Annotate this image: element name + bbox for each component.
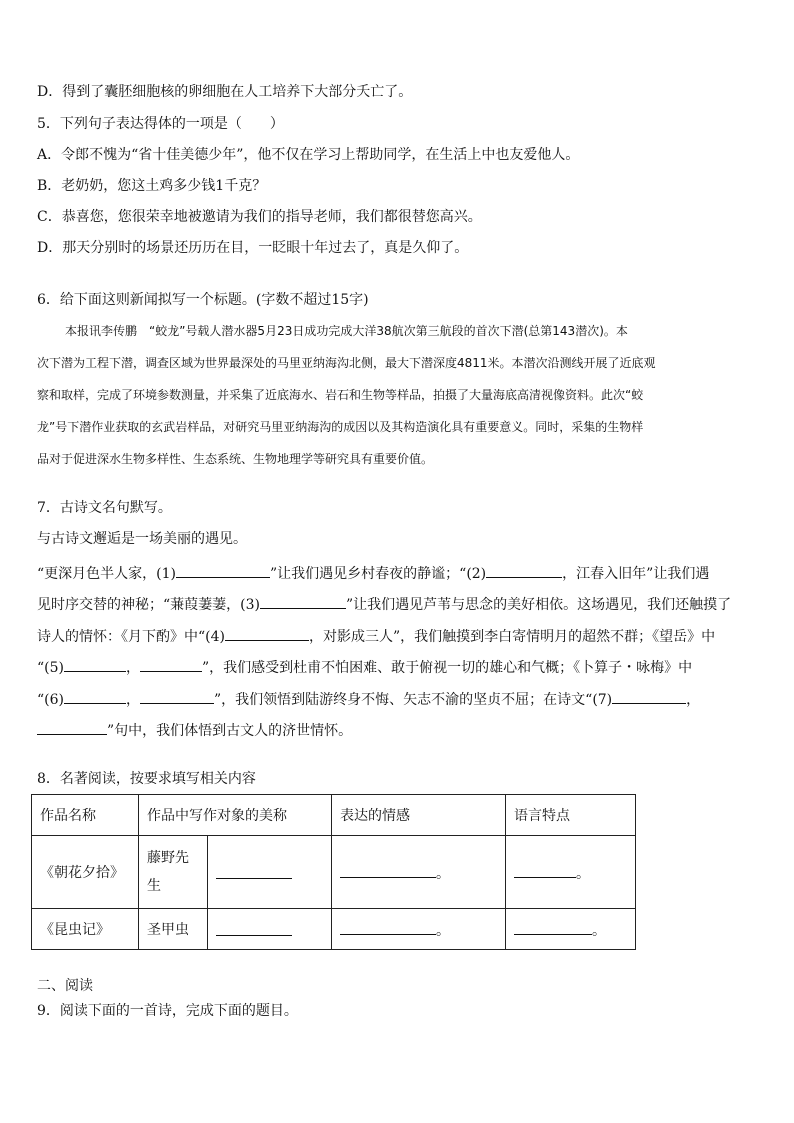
section-2-heading: 二、阅读 [37,978,93,994]
answer-blank-1[interactable] [176,561,270,578]
answer-blank-2[interactable] [486,561,562,578]
answer-blank-5a[interactable] [64,655,126,672]
answer-blank[interactable] [514,918,592,935]
q7-line-6: ”句中，我们体悟到古文人的济世情怀。 [37,718,352,740]
object-cell: 圣甲虫 [139,909,208,950]
news-line: 龙”号下潜作业获取的玄武岩样品，对研究马里亚纳海沟的成因以及其构造演化具有重要意义。同时，采集的生物样 [37,420,644,434]
news-line: 品对于促进深水生物多样性、生态系统、生物地理学等研究具有重要价值。 [37,452,434,466]
q5-stem: 5．下列句子表达得体的一项是（ ） [37,116,284,132]
answer-blank[interactable] [216,919,292,936]
emotion-answer-cell[interactable]: 。 [332,836,506,909]
news-line: 察和取样，完成了环境参数测量，并采集了近底海水、岩石和生物等样品，拍摄了大量海底高清视像资料。此次“蛟 [37,388,644,402]
q5-option-a: A．令郎不愧为“省十佳美德少年”，他不仅在学习上帮助同学，在生活上中也友爱他人。 [37,147,580,163]
q7-line-5: “(6) ， ”，我们领悟到陆游终身不悔、矢志不渝的坚贞不屈；在诗文“(7) ， [37,687,700,709]
header-cell: 作品中写作对象的美称 [139,795,332,836]
answer-blank-7a[interactable] [612,687,686,704]
work-title-cell: 《朝花夕拾》 [32,836,139,909]
answer-blank-6a[interactable] [64,687,126,704]
answer-blank[interactable] [514,861,576,878]
q5-option-c: C．恭喜您，您很荣幸地被邀请为我们的指导老师，我们都很替您高兴。 [37,209,482,225]
q5-option-d: D．那天分别时的场景还历历在目，一眨眼十年过去了，真是久仰了。 [37,240,469,256]
name-answer-cell[interactable] [207,909,331,950]
news-line: 次下潜为工程下潜，调查区域为世界最深处的马里亚纳海沟北侧，最大下潜深度4811米。本潜次沿测线开展了近底观 [37,356,656,370]
q6-stem: 6．给下面这则新闻拟写一个标题。(字数不超过15字) [37,292,369,308]
q5-option-b: B．老奶奶，您这土鸡多少钱1千克？ [37,178,267,194]
q9-stem: 9．阅读下面的一首诗，完成下面的题目。 [37,1003,298,1019]
header-cell: 表达的情感 [332,795,506,836]
q7-line-2: 见时序交替的神秘；“蒹葭萋萋，(3) ”让我们遇见芦苇与思念的美好相依。这场遇见，我们还触摸了 [37,592,731,614]
answer-blank[interactable] [340,861,436,878]
answer-blank-7b[interactable] [37,718,107,735]
news-line: 本报讯李传鹏 “蛟龙”号载人潜水器5月23日成功完成大洋38航次第三航段的首次下潜(总第143潜次)。本 [65,324,628,338]
table-row [32,909,636,950]
header-cell: 作品名称 [32,795,139,836]
q8-table [31,794,636,950]
q6-news-text [37,315,757,475]
q7-stem: 7．古诗文名句默写。 [37,500,172,516]
answer-blank[interactable] [216,862,292,879]
answer-blank-3[interactable] [260,592,346,609]
table-row [32,836,636,909]
header-cell: 语言特点 [506,795,636,836]
q7-line-4: “(5) ， ”，我们感受到杜甫不怕困难、敢于俯视一切的雄心和气概；《卜算子・咏梅》中 [37,655,692,677]
table-header-row [32,795,636,836]
q8-stem: 8．名著阅读，按要求填写相关内容 [37,771,256,787]
answer-blank-4[interactable] [225,624,309,641]
answer-blank-5b[interactable] [140,655,202,672]
language-answer-cell[interactable]: 。 [506,836,636,909]
q7-line-1: “更深月色半人家，(1) ”让我们遇见乡村春夜的静谧；“(2) ，江春入旧年”让我们遇 [37,561,709,583]
q7-intro: 与古诗文邂逅是一场美丽的遇见。 [37,531,247,547]
answer-blank[interactable] [340,918,436,935]
object-cell: 藤野先 生 [139,836,208,909]
answer-blank-6b[interactable] [140,687,214,704]
name-answer-cell[interactable] [207,836,331,909]
q7-line-3: 诗人的情怀：《月下酌》中“(4) ，对影成三人”，我们触摸到李白寄情明月的超然不群；《望岳》中 [37,624,715,646]
q4-option-d: D．得到了囊胚细胞核的卵细胞在人工培养下大部分夭亡了。 [37,84,413,100]
language-answer-cell[interactable]: 。 [506,909,636,950]
work-title-cell: 《昆虫记》 [32,909,139,950]
emotion-answer-cell[interactable]: 。 [332,909,506,950]
